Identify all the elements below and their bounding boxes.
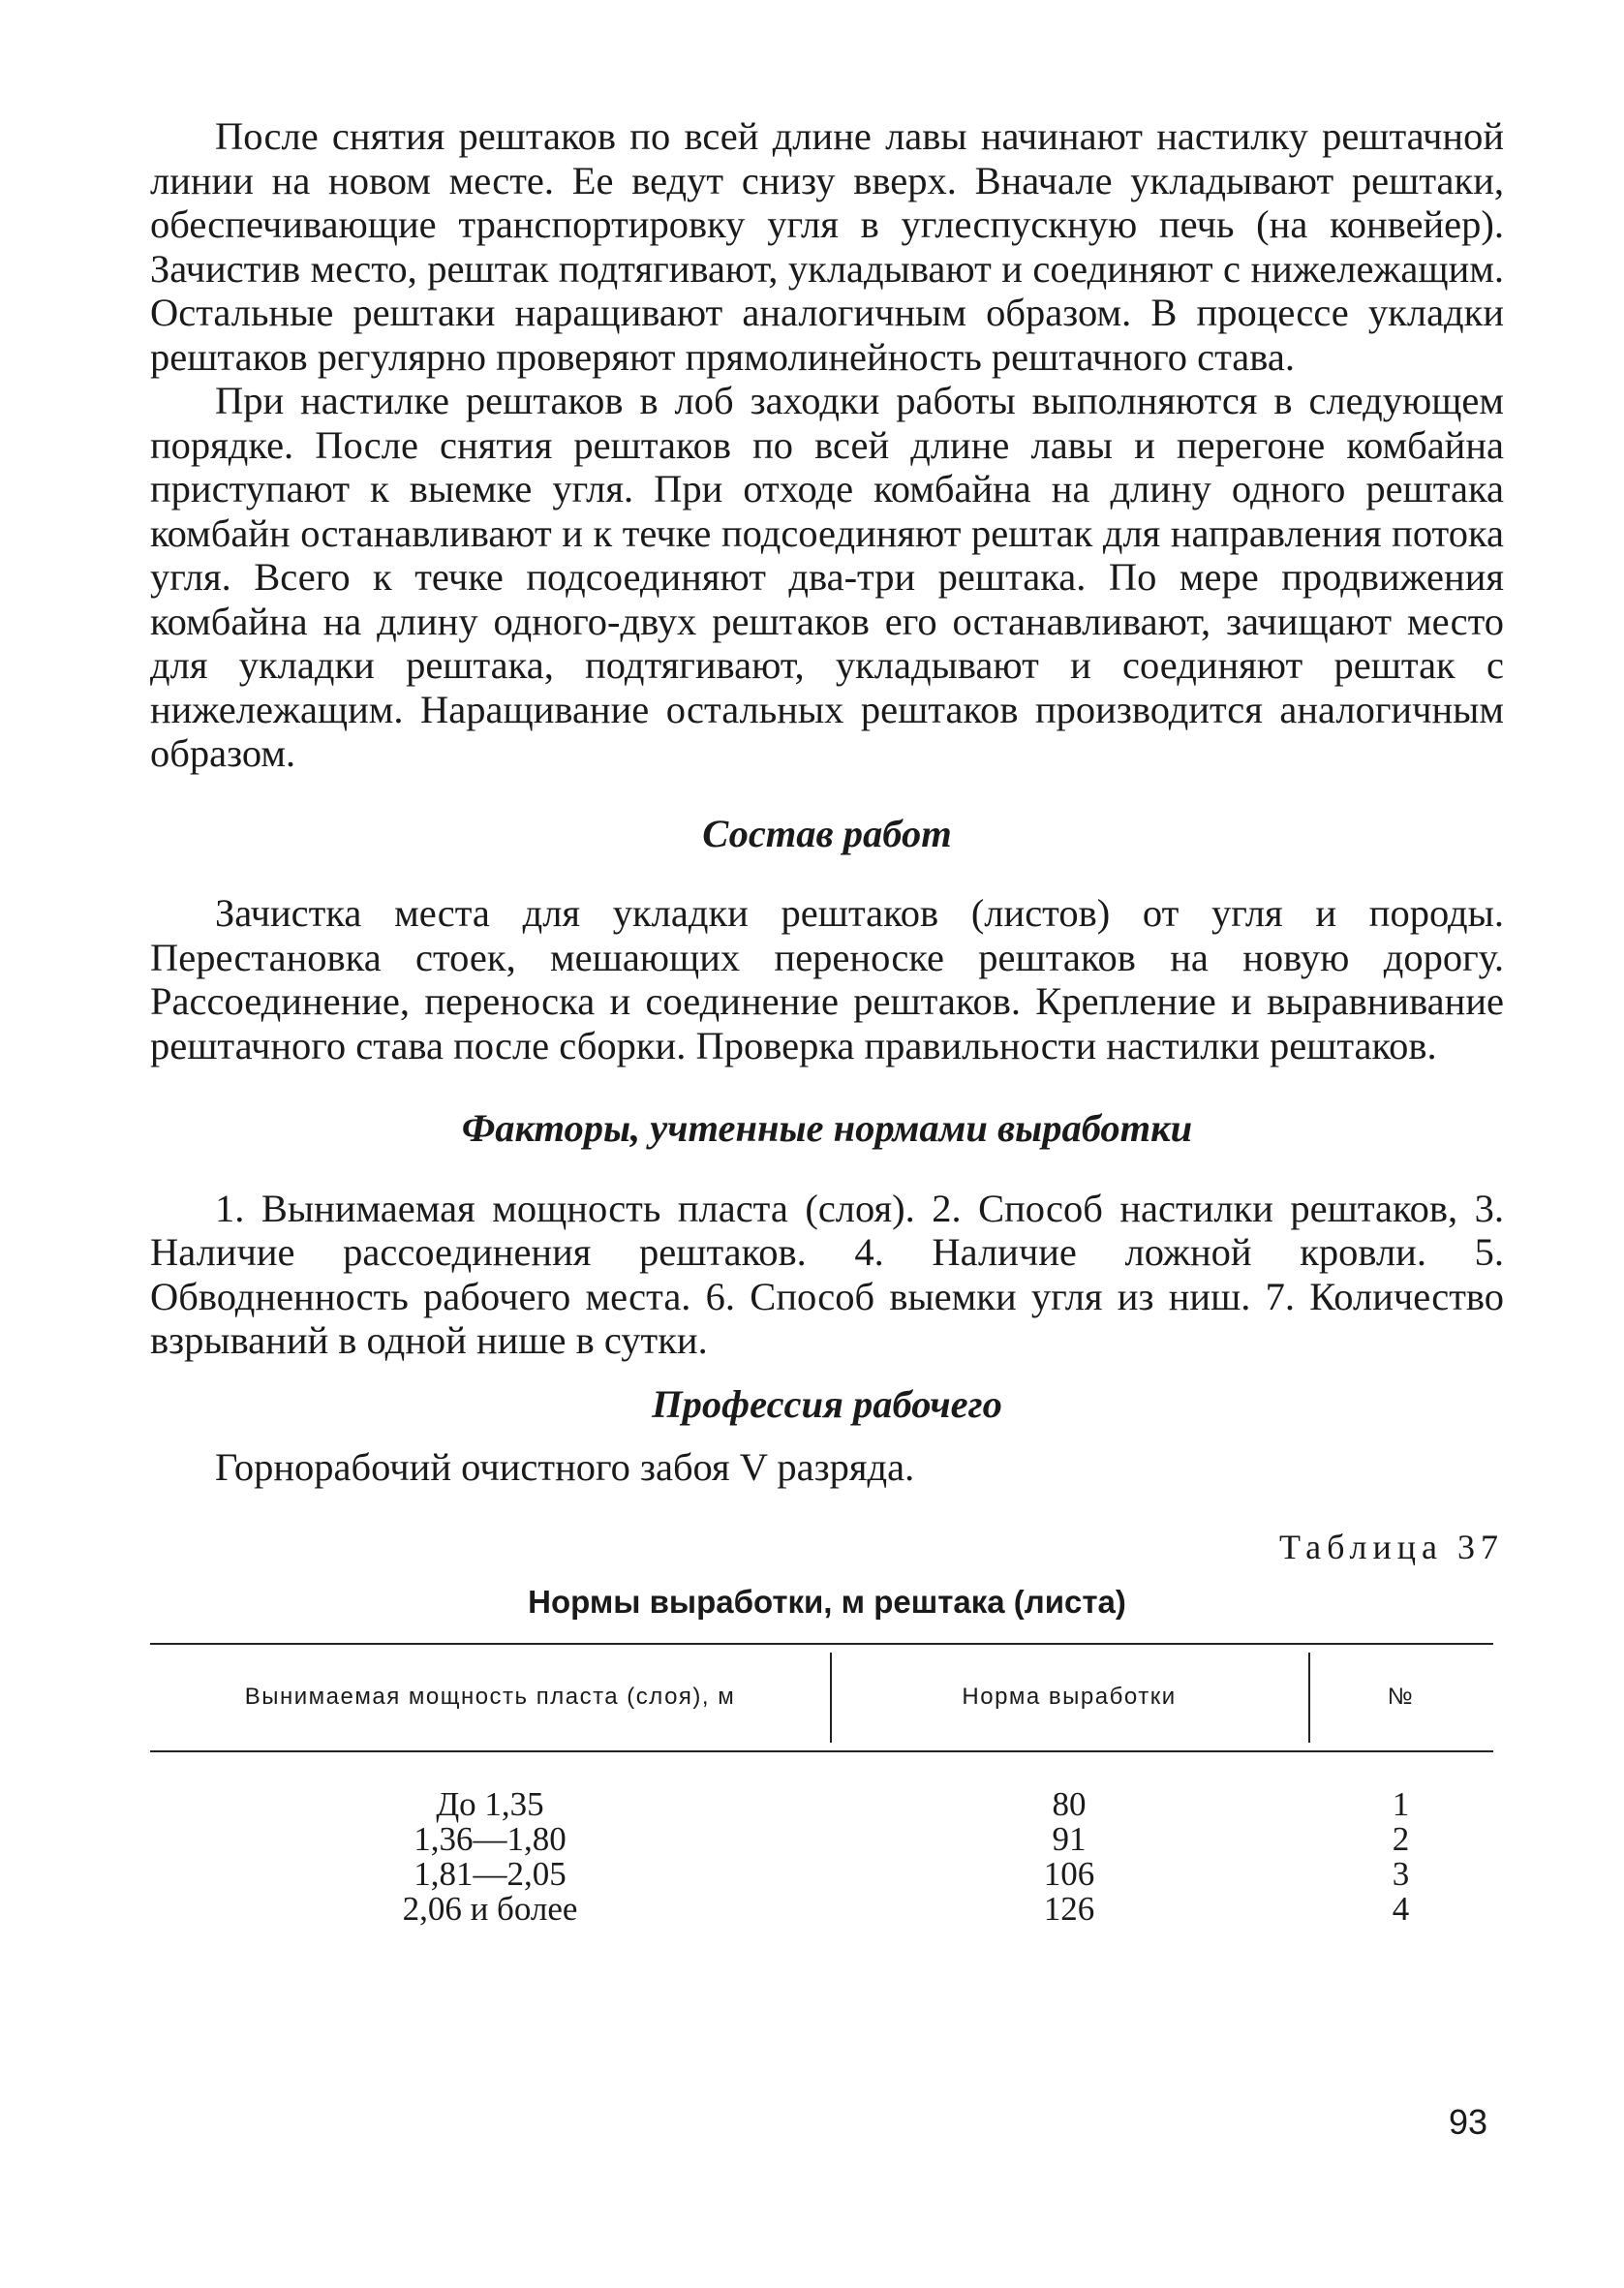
- paragraph-laying-sequence: После снятия рештаков по всей длине лавы начинают настилку рештачной линии на новом месте. Ее ведут снизу вверх. Вначале укладывают рештаки, обеспечивающие транспортировку угля в углеспускную печь (на конвейер). Зачистив место, рештак подтягивают, укладывают и соединяют с нижележащим. Остальные рештаки наращивают аналогичным образом. В процессе укладки рештаков регулярно проверяют прямолинейность рештачного става.: [150, 114, 1504, 379]
- table-row: [150, 1854, 1493, 1893]
- cell-number: 4: [1392, 1889, 1410, 1928]
- column-header-thickness: Вынимаемая мощность пласта (слоя), м: [244, 1684, 736, 1710]
- norms-table: [150, 1643, 1493, 1927]
- cell-norm: 80: [1052, 1784, 1087, 1823]
- cell-number: 1: [1392, 1784, 1410, 1823]
- cell-thickness: До 1,35: [436, 1784, 544, 1823]
- table-row: [150, 1784, 1493, 1823]
- paragraph-work-composition: Зачистка места для укладки рештаков (листов) от угля и породы. Перестановка стоек, мешающих переноске рештаков на новую дорогу. Рассоединение, переноска и соединение рештаков. Крепление и выравнивание рештачного става после сборки. Проверка правильности настилки рештаков.: [150, 891, 1504, 1067]
- heading-worker-profession: Профессия рабочего: [652, 1381, 1002, 1426]
- cell-norm: 91: [1052, 1819, 1087, 1858]
- paragraph-factors: 1. Вынимаемая мощность пласта (слоя). 2. Способ настилки рештаков, 3. Наличие рассоединения рештаков. 4. Наличие ложной кровли. 5. Обводненность рабочего места. 6. Способ выемки угля из ниш. 7. Количество взрываний в одной нише в сутки.: [150, 1186, 1504, 1362]
- column-header-norm: Норма выработки: [962, 1684, 1177, 1710]
- table-label: Таблица 37: [1279, 1527, 1504, 1566]
- table-header-row: [150, 1645, 1493, 1750]
- cell-thickness: 2,06 и более: [402, 1889, 578, 1928]
- column-divider: [830, 1653, 832, 1743]
- table-row: [150, 1889, 1493, 1928]
- cell-thickness: 1,81—2,05: [414, 1854, 567, 1893]
- paragraph-face-laying: При настилке рештаков в лоб заходки работы выполняются в следующем порядке. После снятия рештаков по всей длине лавы и перегоне комбайна приступают к выемке угля. При отходе комбайна на длину одного рештака комбайн останавливают и к течке подсоединяют рештак для направления потока угля. Всего к течке подсоединяют два-три рештака. По мере продвижения комбайна на длину одного-двух рештаков его останавливают, зачищают место для укладки рештака, подтягивают, укладывают и соединяют рештак с нижележащим. Наращивание остальных рештаков производится аналогичным образом.: [150, 379, 1504, 775]
- table-title: Нормы выработки, м рештака (листа): [528, 1583, 1126, 1620]
- cell-number: 2: [1392, 1819, 1410, 1858]
- heading-work-composition: Состав работ: [702, 811, 952, 855]
- table-row: [150, 1819, 1493, 1858]
- heading-factors: Факторы, учтенные нормами выработки: [461, 1106, 1193, 1150]
- page-body: [150, 114, 1504, 1927]
- cell-number: 3: [1392, 1854, 1410, 1893]
- column-header-number: №: [1387, 1684, 1415, 1710]
- cell-norm: 126: [1043, 1889, 1095, 1928]
- cell-norm: 106: [1043, 1854, 1095, 1893]
- cell-thickness: 1,36—1,80: [414, 1819, 567, 1858]
- column-divider: [1308, 1653, 1310, 1743]
- page-number: 93: [1449, 2102, 1488, 2142]
- table-body: [150, 1752, 1493, 1927]
- paragraph-worker-profession: Горнорабочий очистного забоя V разряда.: [215, 1445, 915, 1489]
